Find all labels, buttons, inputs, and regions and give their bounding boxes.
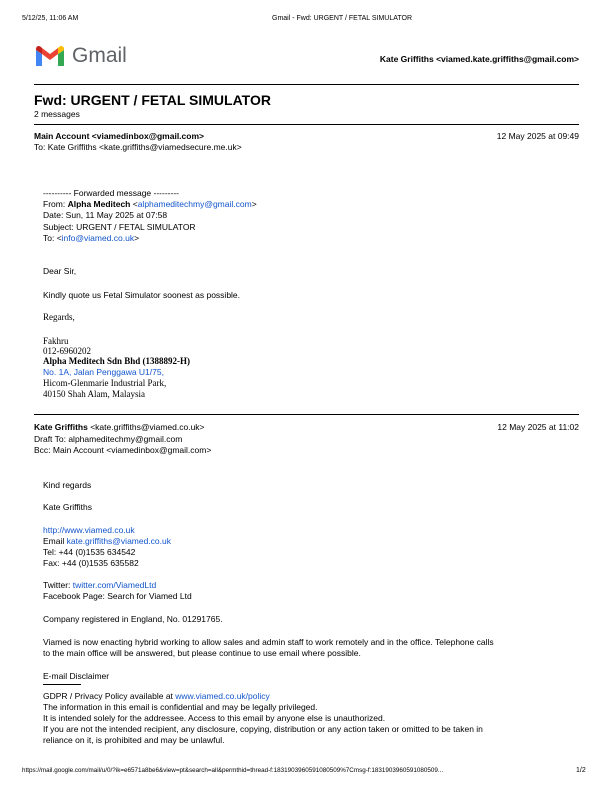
request-body: Kindly quote us Fetal Simulator soonest as possible. [43, 290, 241, 300]
msg2-from-name: Kate Griffiths [34, 422, 88, 432]
greeting: Dear Sir, [43, 266, 77, 276]
fwd-to-close: > [134, 233, 140, 243]
msg1-from: Main Account <viamedinbox@gmail.com> [34, 131, 204, 141]
gdpr-link[interactable]: www.viamed.co.uk/policy [175, 691, 270, 701]
fwd-date: Date: Sun, 11 May 2025 at 07:58 [43, 210, 168, 220]
fax: Fax: +44 (0)1535 635582 [43, 558, 139, 568]
signature-address-3: 40150 Shah Alam, Malaysia [43, 389, 145, 399]
disclaimer-title: E-mail Disclaimer [43, 671, 110, 681]
signature-phone: 012-6960202 [43, 346, 91, 356]
fwd-from [43, 199, 257, 209]
signature-name: Fakhru [43, 336, 69, 346]
divider [34, 84, 579, 85]
msg1-date: 12 May 2025 at 09:49 [496, 131, 579, 141]
gmail-brand-text: Gmail [72, 44, 127, 67]
twitter-label: Twitter: [43, 580, 73, 590]
sender-name: Kate Griffiths [43, 502, 92, 512]
fwd-from-close: > [251, 199, 257, 209]
kind-regards: Kind regards [43, 480, 92, 490]
telephone: Tel: +44 (0)1535 634542 [43, 547, 136, 557]
msg2-date: 12 May 2025 at 11:02 [497, 422, 579, 432]
fwd-to-prefix: To: < [43, 233, 62, 243]
msg1-to: To: Kate Griffiths <kate.griffiths@viamedsecure.me.uk> [34, 142, 242, 152]
fwd-from-email-link[interactable]: alphameditechmy@gmail.com [137, 199, 252, 209]
facebook-line: Facebook Page: Search for Viamed Ltd [43, 591, 192, 601]
page-number: 1/2 [576, 767, 586, 774]
disclaimer-rule [43, 684, 81, 685]
hybrid-notice-1: Viamed is now enacting hybrid working to allow sales and admin staff to work remotely and in the office. Telephone calls [43, 637, 494, 647]
gmail-logo-icon [34, 44, 66, 68]
email-link[interactable]: kate.griffiths@viamed.co.uk [66, 536, 172, 546]
signature-address-2: Hicom-Glenmarie Industrial Park, [43, 378, 167, 388]
message-count: 2 messages [34, 109, 80, 119]
forwarded-header: ---------- Forwarded message --------- [43, 188, 179, 198]
gdpr-label: GDPR / Privacy Policy available at [43, 691, 176, 701]
disclaimer-line-2: It is intended solely for the addressee. Access to this email by anyone else is unauthorized. [43, 713, 386, 723]
footer-url: https://mail.google.com/mail/u/0/?ik=e6571a8be6&view=pt&search=all&permthid=thread-f:1831903960591080509%7Cmsg-f:1831903960591080509... [22, 767, 444, 774]
company-registration: Company registered in England, No. 01291765. [43, 614, 223, 624]
disclaimer-line-3: If you are not the intended recipient, any disclosure, copying, distribution or any action taken or omitted to be taken in [43, 724, 483, 734]
msg2-draft-to: Draft To: alphameditechmy@gmail.com [34, 434, 183, 444]
print-datetime: 5/12/25, 11:06 AM [22, 15, 79, 22]
email-line [43, 536, 171, 546]
print-title: Gmail - Fwd: URGENT / FETAL SIMULATOR [272, 15, 413, 22]
fwd-from-prefix: From: [43, 199, 68, 209]
fwd-to-email-link[interactable]: info@viamed.co.uk [61, 233, 135, 243]
divider [34, 414, 579, 415]
website-link[interactable]: http://www.viamed.co.uk [43, 525, 135, 535]
msg2-from-email: <kate.griffiths@viamed.co.uk> [87, 422, 205, 432]
divider [34, 124, 579, 125]
thread-subject: Fwd: URGENT / FETAL SIMULATOR [34, 92, 271, 108]
signature-address-link[interactable]: No. 1A, Jalan Penggawa U1/75, [43, 367, 164, 377]
gdpr-line [43, 691, 270, 701]
twitter-link[interactable]: twitter.com/ViamedLtd [72, 580, 157, 590]
twitter-line [43, 580, 156, 590]
fwd-to [43, 233, 139, 243]
disclaimer-line-1: The information in this email is confidential and may be legally privileged. [43, 702, 318, 712]
msg2-bcc: Bcc: Main Account <viamedinbox@gmail.com> [34, 445, 212, 455]
regards: Regards, [43, 312, 75, 322]
fwd-from-name: Alpha Meditech [67, 199, 131, 209]
disclaimer-line-4: reliance on it, is prohibited and may be unlawful. [43, 735, 225, 745]
msg2-from [34, 422, 205, 432]
fwd-from-open: < [130, 199, 138, 209]
fwd-subject: Subject: URGENT / FETAL SIMULATOR [43, 222, 196, 232]
email-label: Email [43, 536, 67, 546]
account-info: Kate Griffiths <viamed.kate.griffiths@gmail.com> [379, 54, 579, 64]
signature-company: Alpha Meditech Sdn Bhd (1388892-H) [43, 356, 191, 366]
hybrid-notice-2: to the main office will be answered, but please continue to use email where possible. [43, 648, 361, 658]
